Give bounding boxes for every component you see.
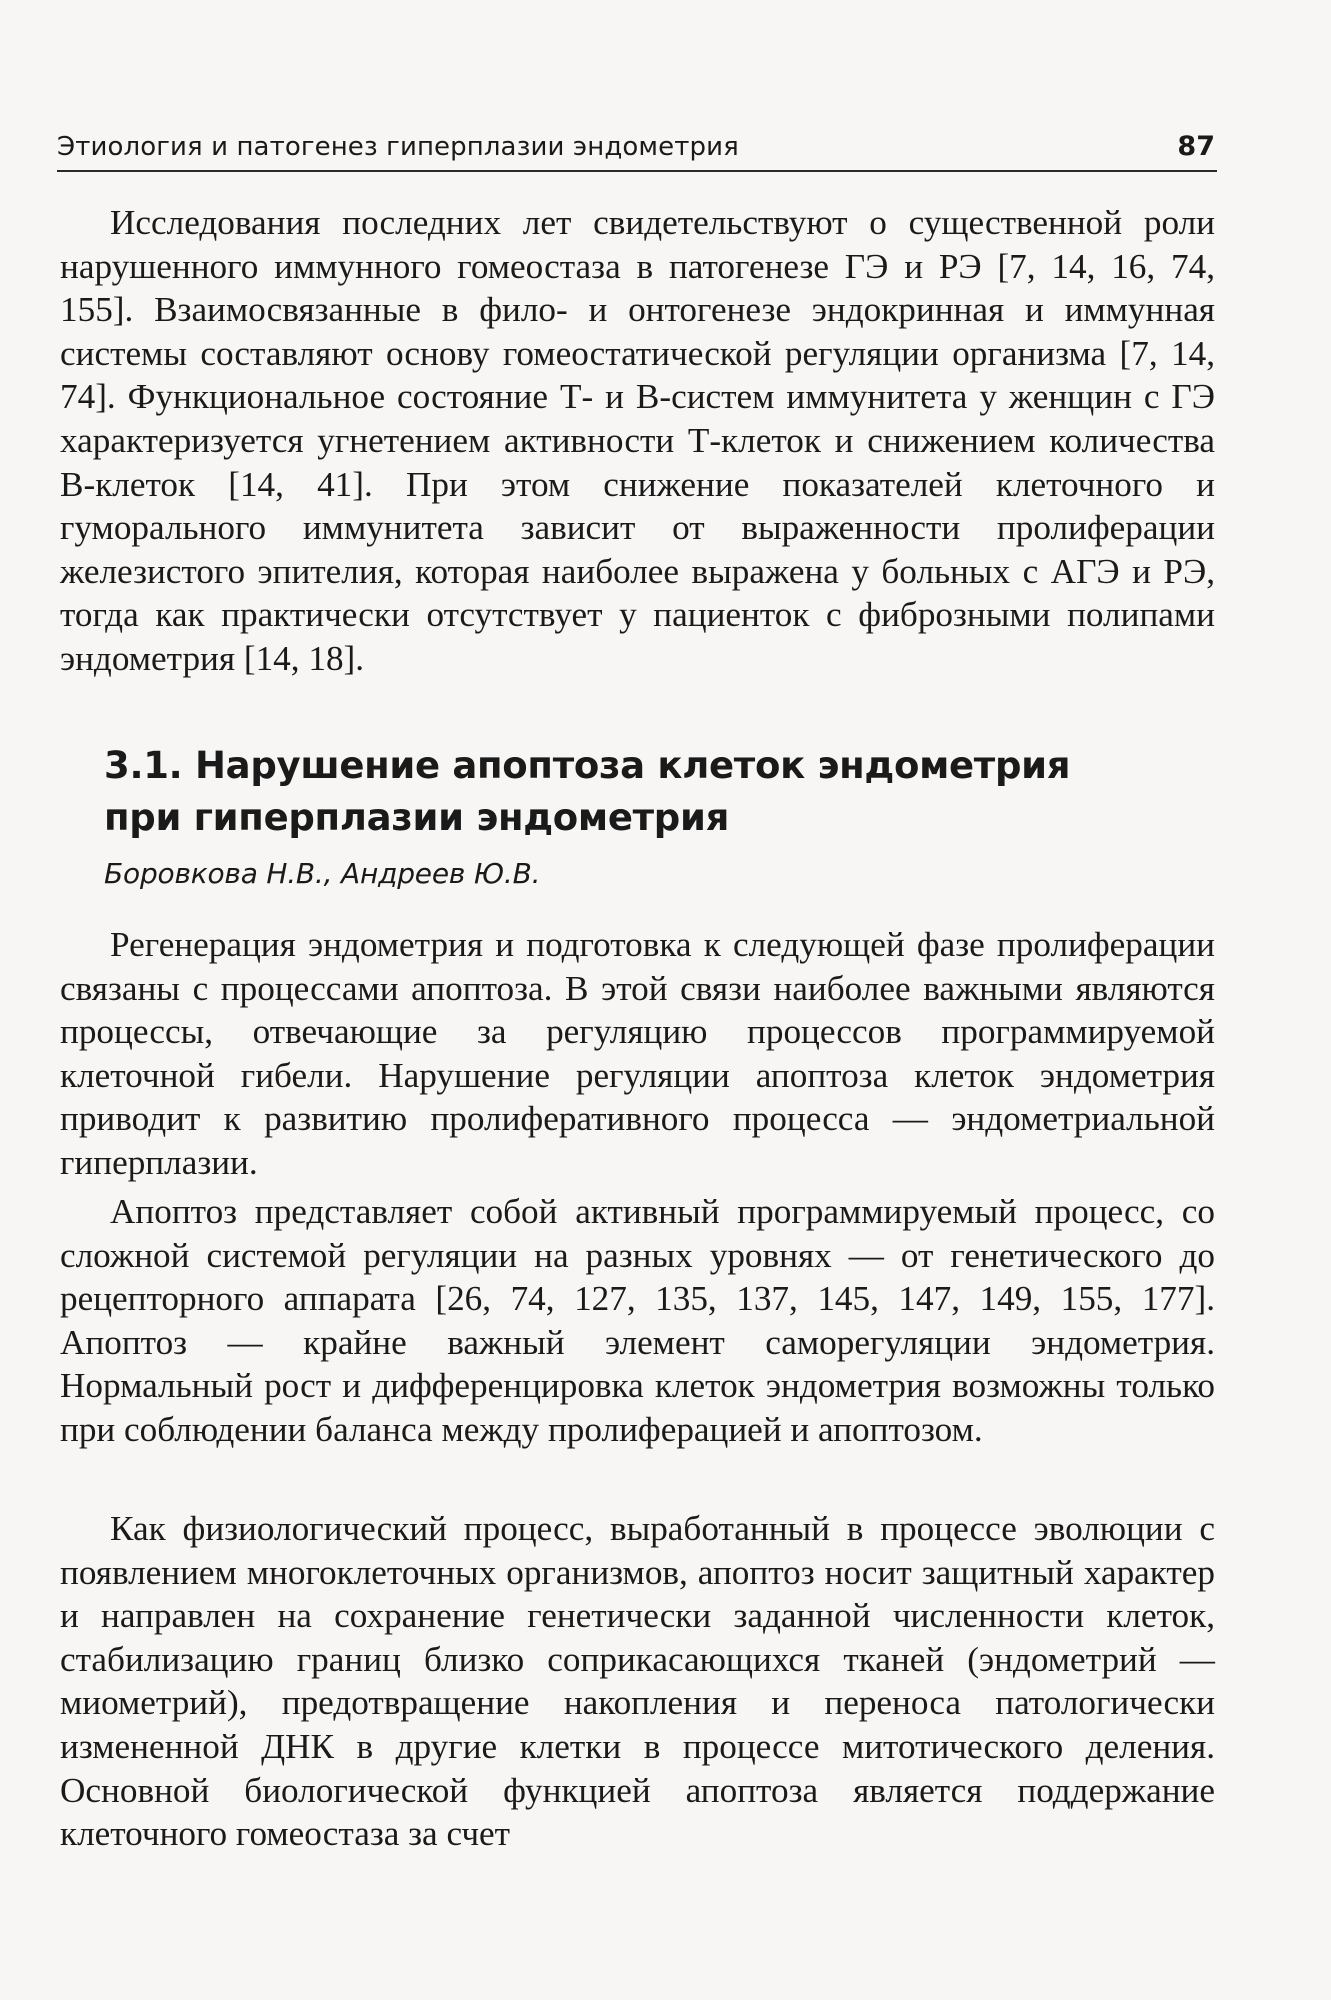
paragraph-regeneration	[60, 923, 1215, 1185]
section-heading	[104, 740, 1204, 844]
page-number: 87	[1177, 131, 1215, 162]
section-heading-line-1: 3.1. Нарушение апоптоза клеток эндометрия	[104, 744, 1071, 787]
paragraph-apoptosis-definition	[60, 1190, 1215, 1452]
paragraph-physiological-process	[60, 1507, 1215, 1856]
paragraph-text: Исследования последних лет свидетельствуют о существенной роли нарушенного иммунного гомеостаза в патогенезе ГЭ и РЭ [7, 14, 16, 74, 155]. Взаимосвязанные в фило- и онтогенезе эндокринная и иммунная системы составляют основу гомеостатической регуляции организма [7, 14, 74]. Функциональное состояние Т- и В-систем иммунитета у женщин с ГЭ характеризуется угнетением активности Т-клеток и снижением количества В-клеток [14, 41]. При этом снижение показателей клеточного и гуморального иммунитета зависит от выраженности пролиферации железистого эпителия, которая наиболее выражена у больных с АГЭ и РЭ, тогда как практически отсутствует у пациенток с фиброзными полипами эндометрия [14, 18].	[60, 203, 1215, 678]
paragraph-text: Как физиологический процесс, выработанный в процессе эволюции с появлением многоклеточных организмов, апоптоз носит защитный характер и направлен на сохранение генетически заданной численности клеток, стабилизацию границ близко соприкасающихся тканей (эндометрий — миометрий), предотвращение накопления и переноса патологически измененной ДНК в другие клетки в процессе митотического деления. Основной биологической функцией апоптоза является поддержание клеточного гомеостаза за счет	[60, 1509, 1215, 1854]
running-header-title: Этиология и патогенез гиперплазии эндометрия	[57, 132, 739, 162]
paragraph-text: Апоптоз представляет собой активный программируемый процесс, со сложной системой регуляции на разных уровнях — от генетического до рецепторного аппарата [26, 74, 127, 135, 137, 145, 147, 149, 155, 177]. Апоптоз — крайне важный элемент саморегуляции эндометрия. Нормальный рост и дифференцировка клеток эндометрия возможны только при соблюдении баланса между пролиферацией и апоптозом.	[60, 1192, 1215, 1449]
paragraph-text: Регенерация эндометрия и подготовка к следующей фазе пролиферации связаны с процессами апоптоза. В этой связи наиболее важными являются процессы, отвечающие за регуляцию процессов программируемой клеточной гибели. Нарушение регуляции апоптоза клеток эндометрия приводит к развитию пролиферативного процесса — эндометриальной гиперплазии.	[60, 925, 1215, 1182]
running-header	[57, 122, 1217, 172]
paragraph-immune-homeostasis	[60, 201, 1215, 681]
section-heading-line-2: при гиперплазии эндометрия	[104, 796, 730, 839]
section-authors: Боровкова Н.В., Андреев Ю.В.	[104, 857, 541, 890]
